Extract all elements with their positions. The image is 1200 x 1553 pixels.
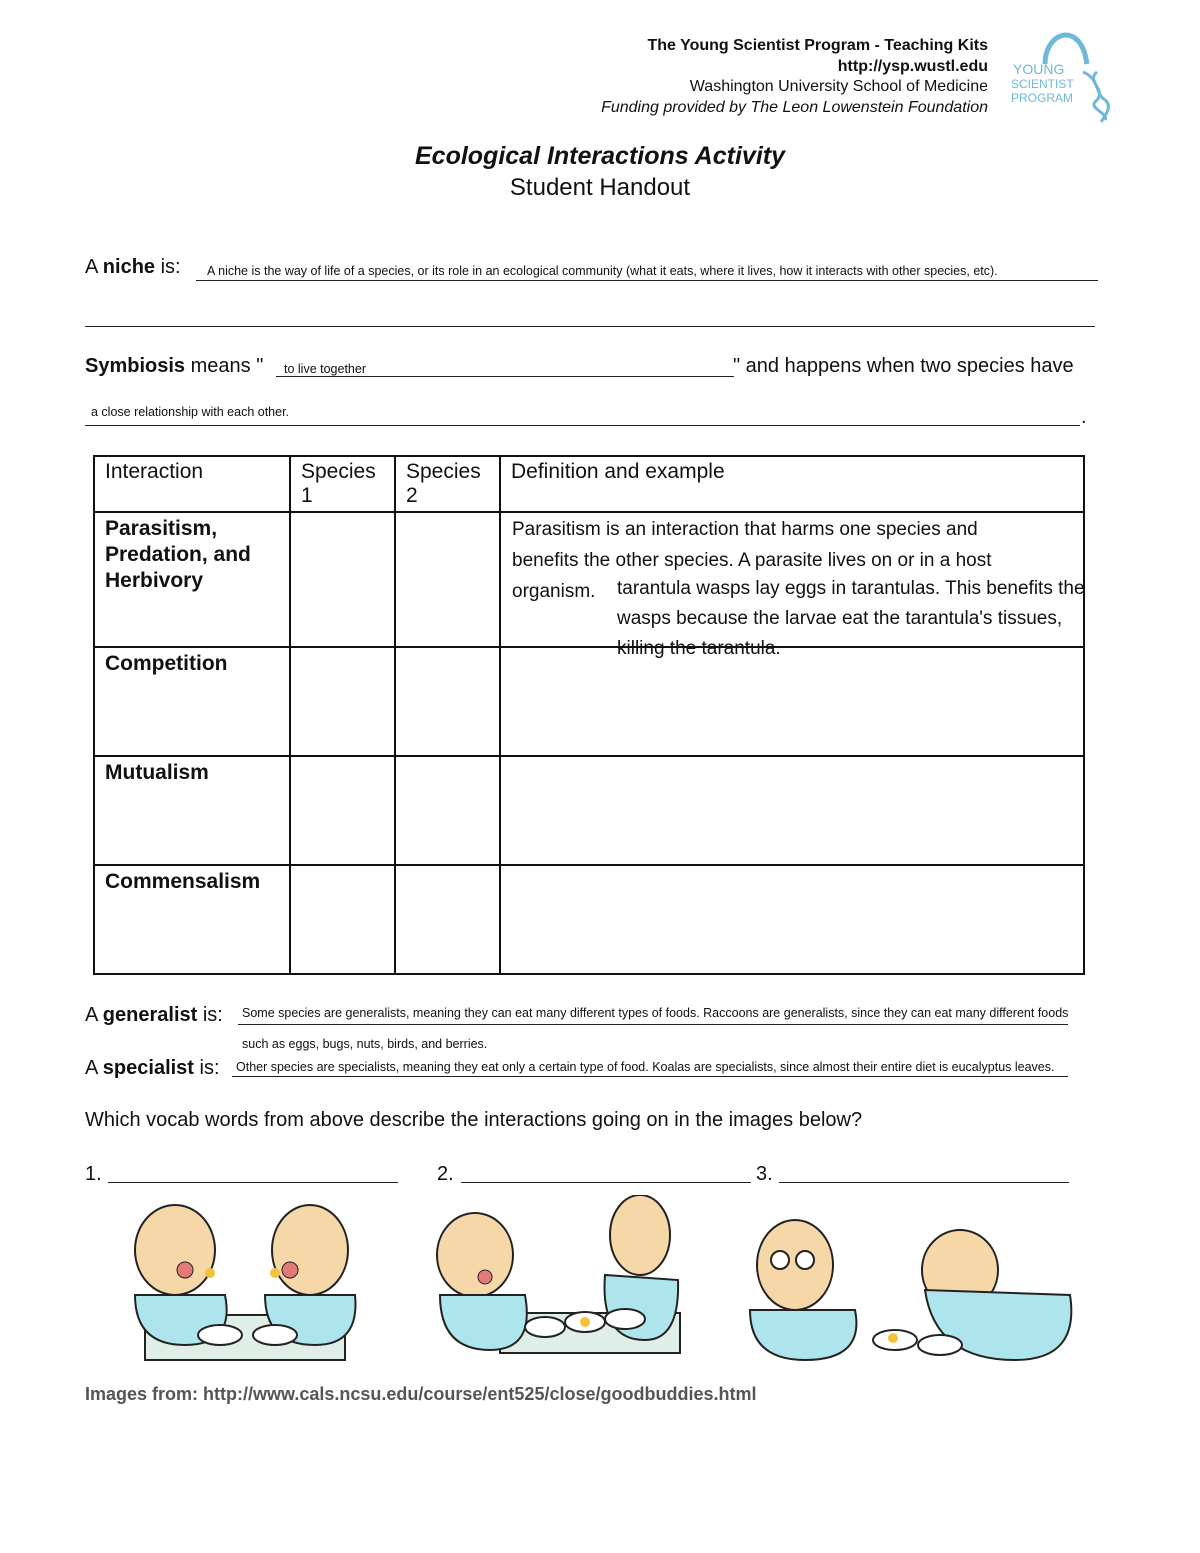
header-species-2: Species 2 (395, 456, 500, 512)
specialist-label: A specialist is: (85, 1057, 220, 1079)
table-row (94, 756, 1084, 865)
row-name-mutualism: Mutualism (94, 756, 290, 865)
table-row (94, 865, 1084, 974)
niche-underline (196, 280, 1098, 281)
cell-species-1[interactable] (290, 647, 395, 756)
logo-text-scientist: SCIENTIST (1011, 77, 1074, 91)
parasitism-example: tarantula wasps lay eggs in tarantulas. This benefits the wasps because the larvae eat the tarantula's tissues, killing the tarantula. (617, 578, 1085, 659)
logo-text-young: YOUNG (1013, 61, 1065, 77)
ysp-logo (1005, 24, 1117, 124)
generalist-label: A generalist is: (85, 1004, 223, 1026)
blank-line-1[interactable] (108, 1182, 398, 1183)
cell-species-1[interactable] (290, 756, 395, 865)
page-title: Ecological Interactions Activity (414, 142, 785, 170)
header-definition: Definition and example (500, 456, 1084, 512)
symbiosis-underline-1 (276, 376, 734, 377)
cell-species-1[interactable] (290, 865, 395, 974)
cell-definition[interactable] (500, 756, 1084, 865)
cell-species-2[interactable] (395, 756, 500, 865)
cell-species-2[interactable] (395, 512, 500, 647)
symbiosis-label-end: " and happens when two species have (733, 355, 1074, 377)
generalist-answer-1[interactable]: Some species are generalists, meaning they can eat many different types of foods. Raccoons are generalists, since they can eat many different foods (242, 1006, 1069, 1020)
specialist-answer[interactable]: Other species are specialists, meaning they eat only a certain type of food. Koalas are specialists, since almost their entire diet is eucalyptus leaves. (236, 1060, 1055, 1074)
blank-label-2: 2. (437, 1163, 454, 1185)
symbiosis-answer-1[interactable]: to live together (284, 362, 366, 376)
cartoon-image-2 (430, 1195, 690, 1365)
blank-label-3: 3. (756, 1163, 773, 1185)
logo-text-program: PROGRAM (1011, 91, 1074, 105)
cartoon-image-1 (115, 1195, 365, 1365)
row-name-competition: Competition (94, 647, 290, 756)
cell-species-2[interactable] (395, 647, 500, 756)
cell-species-2[interactable] (395, 865, 500, 974)
header-interaction: Interaction (94, 456, 290, 512)
symbiosis-period: . (1081, 406, 1087, 428)
cartoon-image-3 (725, 1200, 1095, 1370)
niche-answer[interactable]: A niche is the way of life of a species, or its role in an ecological community (what it eats, where it lives, how it interacts with other species, etc). (207, 264, 998, 278)
row-name-commensalism: Commensalism (94, 865, 290, 974)
niche-underline-2 (85, 326, 1095, 327)
image-credit: Images from: http://www.cals.ncsu.edu/course/ent525/close/goodbuddies.html (85, 1384, 757, 1404)
parasitism-definition: Parasitism is an interaction that harms one species and benefits the other species. A parasite lives on or in a host organism. (512, 519, 992, 602)
generalist-answer-2[interactable]: such as eggs, bugs, nuts, birds, and berries. (242, 1037, 488, 1051)
funding-line: Funding provided by The Leon Lowenstein Foundation (601, 98, 988, 116)
symbiosis-label: Symbiosis means " (85, 355, 264, 377)
blank-line-2[interactable] (461, 1182, 751, 1183)
niche-label: A niche is: (85, 256, 181, 278)
program-url[interactable]: http://ysp.wustl.edu (837, 57, 988, 75)
blank-label-1: 1. (85, 1163, 102, 1185)
specialist-underline (232, 1076, 1068, 1077)
program-name: The Young Scientist Program - Teaching Kits (647, 37, 988, 54)
header-species-1: Species 1 (290, 456, 395, 512)
school-name: Washington University School of Medicine (689, 78, 988, 95)
page-subtitle: Student Handout (509, 174, 691, 201)
header-block (601, 36, 988, 118)
symbiosis-answer-2[interactable]: a close relationship with each other. (91, 405, 290, 419)
symbiosis-underline-2 (85, 425, 1080, 426)
cell-species-1[interactable] (290, 512, 395, 647)
question-text: Which vocab words from above describe the interactions going on in the images below? (85, 1109, 863, 1131)
blank-line-3[interactable] (779, 1182, 1069, 1183)
cell-definition[interactable] (500, 865, 1084, 974)
table-header-row (94, 456, 1084, 512)
row-name-parasitism: Parasitism, Predation, and Herbivory (94, 512, 290, 647)
generalist-underline (238, 1024, 1068, 1025)
